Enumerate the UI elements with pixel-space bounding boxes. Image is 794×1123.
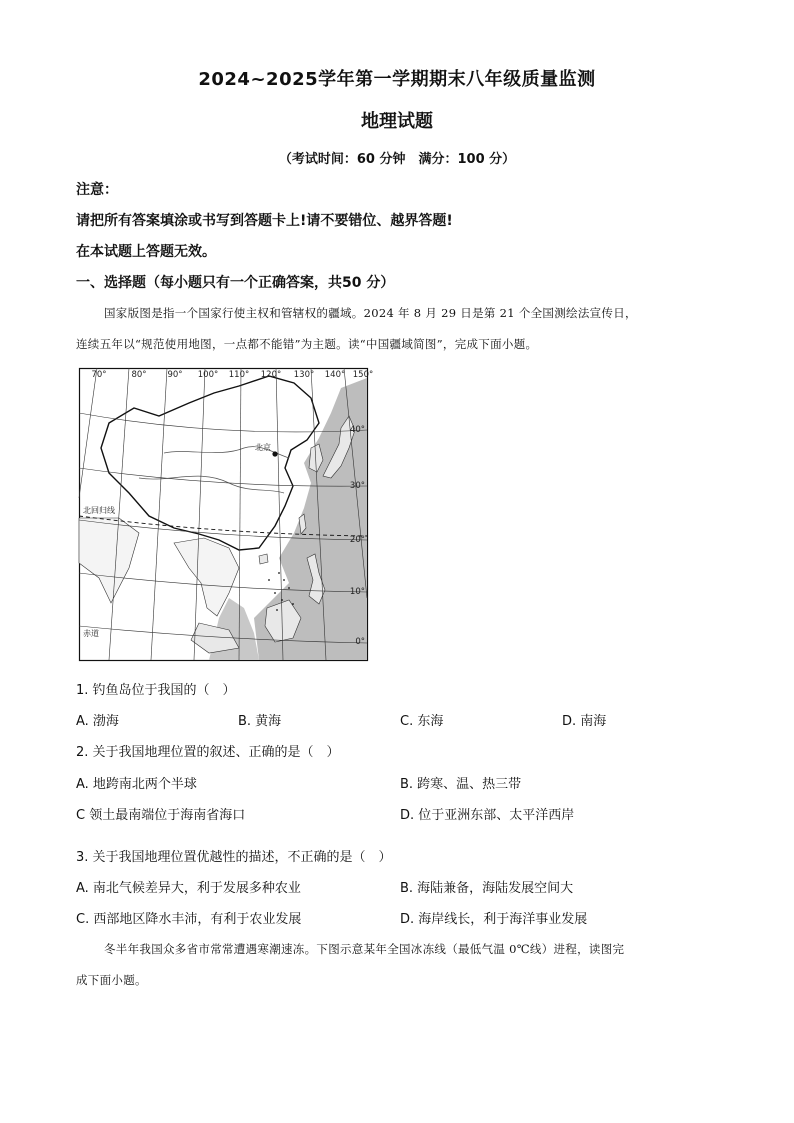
q2-option-d[interactable]: D. 位于亚洲东部、太平洋西岸 — [400, 808, 575, 823]
q1-option-b[interactable]: B. 黄海 — [238, 714, 282, 729]
section-intro-line-1: 国家版图是指一个国家行使主权和管辖权的疆域。2024 年 8 月 29 日是第 21 个全国测绘法宣传日， — [104, 306, 637, 320]
section-heading: 一、选择题（每小题只有一个正确答案，共50 分） — [76, 275, 395, 291]
latitude-label: 0° — [355, 637, 365, 647]
section2-intro-line-1: 冬半年我国众多省市常常遭遇寒潮速冻。下图示意某年全国冰冻线（最低气温 0℃线）进程，读图完 — [104, 942, 625, 956]
longitude-label: 90° — [167, 370, 183, 380]
exam-title: 2024~2025学年第一学期期末八年级质量监测 — [198, 69, 596, 90]
label-equator: 赤道 — [83, 629, 99, 638]
longitude-label: 150° — [352, 370, 374, 380]
q2-option-c[interactable]: C 领土最南端位于海南省海口 — [76, 808, 246, 823]
longitude-label: 80° — [131, 370, 147, 380]
q3-option-b[interactable]: B. 海陆兼备，海陆发展空间大 — [400, 881, 574, 896]
longitude-label: 70° — [91, 370, 107, 380]
label-beijing: 北京 — [255, 443, 271, 452]
latitude-label: 20° — [349, 535, 365, 545]
q3-option-a[interactable]: A. 南北气候差异大，利于发展多种农业 — [76, 881, 301, 896]
q1-option-d[interactable]: D. 南海 — [562, 714, 607, 729]
question-1-stem: 1. 钓鱼岛位于我国的（ ） — [76, 683, 236, 698]
q3-option-c[interactable]: C. 西部地区降水丰沛，有利于农业发展 — [76, 912, 302, 927]
q1-option-c[interactable]: C. 东海 — [400, 714, 444, 729]
exam-info: （考试时间：60 分钟 满分：100 分） — [278, 152, 516, 167]
latitude-label: 10° — [349, 587, 365, 597]
notice-label: 注意： — [76, 182, 118, 198]
latitude-label: 30° — [349, 481, 365, 491]
latitude-label: 40° — [349, 425, 365, 435]
longitude-label: 140° — [324, 370, 346, 380]
notice-line-2: 在本试题上答题无效。 — [76, 244, 216, 260]
q1-option-a[interactable]: A. 渤海 — [76, 714, 119, 729]
q3-option-d[interactable]: D. 海岸线长，利于海洋事业发展 — [400, 912, 588, 927]
china-territory-map — [79, 368, 374, 661]
subject-title: 地理试题 — [361, 111, 433, 132]
label-tropic: 北回归线 — [83, 506, 115, 515]
notice-line-1: 请把所有答案填涂或书写到答题卡上!请不要错位、越界答题! — [76, 213, 453, 229]
q2-option-a[interactable]: A. 地跨南北两个半球 — [76, 777, 197, 792]
section2-intro-line-2: 成下面小题。 — [76, 973, 147, 987]
question-2-stem: 2. 关于我国地理位置的叙述、正确的是（ ） — [76, 745, 340, 760]
longitude-label: 130° — [293, 370, 315, 380]
longitude-label: 120° — [260, 370, 282, 380]
question-3-stem: 3. 关于我国地理位置优越性的描述，不正确的是（ ） — [76, 850, 392, 865]
longitude-label: 100° — [197, 370, 219, 380]
longitude-label: 110° — [228, 370, 250, 380]
q2-option-b[interactable]: B. 跨寒、温、热三带 — [400, 777, 522, 792]
section-intro-line-2: 连续五年以“规范使用地图，一点都不能错”为主题。读“中国疆域简图”，完成下面小题。 — [76, 337, 538, 351]
